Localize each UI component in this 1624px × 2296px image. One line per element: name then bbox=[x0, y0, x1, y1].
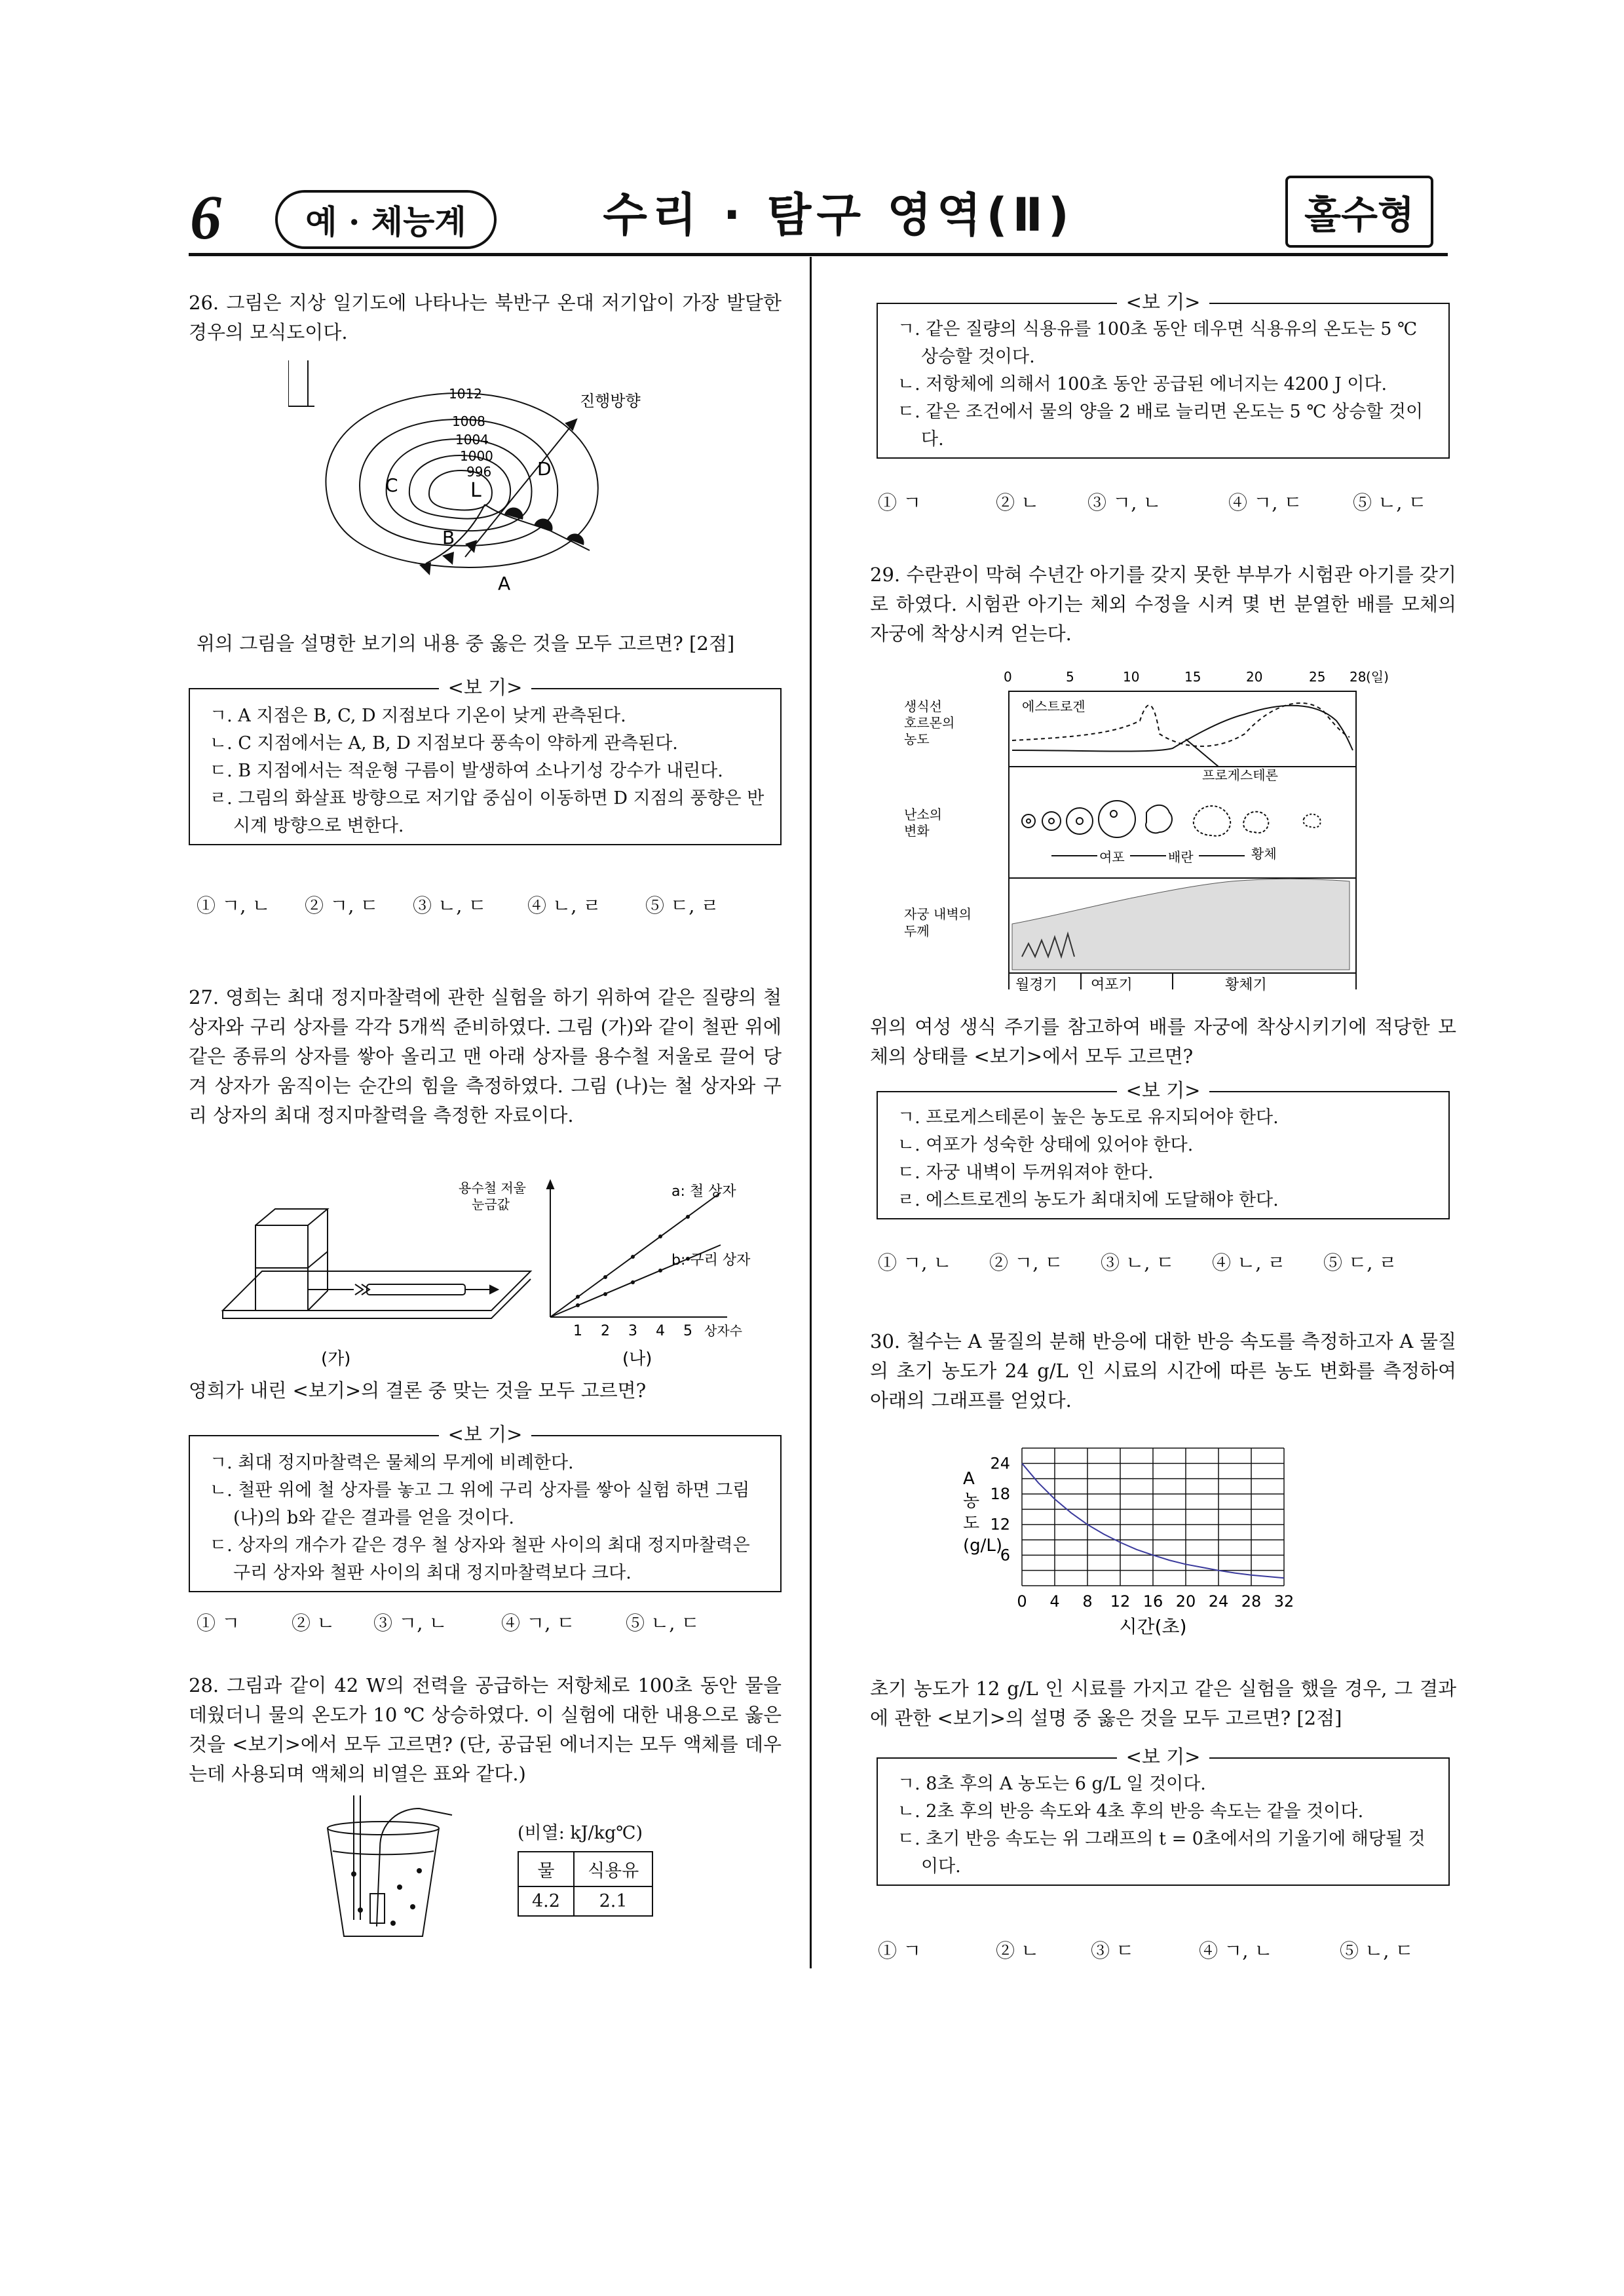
q28-answer-1[interactable]: ① ㄱ bbox=[878, 491, 922, 514]
day-20: 20 bbox=[1246, 669, 1263, 685]
q29-item-4: ㄹ. 에스트로겐의 농도가 최대치에 도달해야 한다. bbox=[897, 1190, 1279, 1210]
q28-answer-5[interactable]: ⑤ ㄴ, ㄷ bbox=[1353, 491, 1427, 514]
isobar-1008: 1008 bbox=[452, 413, 485, 429]
day-5: 5 bbox=[1066, 669, 1074, 685]
q26-item-2: ㄴ. C 지점에서는 A, B, D 지점보다 풍속이 약하게 관측된다. bbox=[210, 733, 678, 754]
x-tick-label: 28 bbox=[1241, 1592, 1262, 1611]
isobar-1000: 1000 bbox=[460, 448, 493, 464]
q27-answer-2[interactable]: ② ㄴ bbox=[292, 1612, 335, 1634]
row2-label-1: 난소의 bbox=[904, 807, 942, 822]
q28-answers bbox=[878, 488, 1451, 515]
q28-stem: 28. 그림과 같이 42 W의 전력을 공급하는 저항체로 100초 동안 물을 데웠더니 물의 온도가 10 ℃ 상승하였다. 이 실험에 대한 내용으로 옳은 것을 <보기>에서 모두 고르면? (단, 공급된 에너지는 모두 액체를 데우는데 사용되며 액체의 비열은 표와 같다.) bbox=[189, 1674, 782, 1785]
progesterone-label: 프로게스테론 bbox=[1202, 767, 1278, 783]
row1-label-2: 호르몬의 bbox=[904, 715, 955, 731]
q30-answer-4[interactable]: ④ ㄱ, ㄴ bbox=[1199, 1940, 1273, 1962]
q30-answer-2[interactable]: ② ㄴ bbox=[996, 1940, 1040, 1962]
exam-type-badge: 홀수형 bbox=[1285, 176, 1433, 248]
chart-ticks bbox=[990, 1454, 1294, 1611]
isobar-996: 996 bbox=[466, 464, 492, 480]
q29-item-1: ㄱ. 프로게스테론이 높은 농도로 유지되어야 한다. bbox=[897, 1107, 1279, 1128]
x-tick-label: 20 bbox=[1175, 1592, 1196, 1611]
chart-ylabel: A 농 도 (g/L) bbox=[963, 1469, 1003, 1556]
q30-answer-3[interactable]: ③ ㄷ bbox=[1091, 1940, 1135, 1962]
x-tick-label: 24 bbox=[1208, 1592, 1229, 1611]
q29-item-2: ㄴ. 여포가 성숙한 상태에 있어야 한다. bbox=[897, 1135, 1194, 1155]
q27-stem: 27. 영희는 최대 정지마찰력에 관한 실험을 하기 위하여 같은 질량의 철 상자와 구리 상자를 각각 5개씩 준비하였다. 그림 (가)와 같이 철판 위에 같은 종류의 상자를 쌓아 올리고 맨 아래 상자를 용수철 저울로 끌어 당겨 상자가 움직이는 순간의 힘을 측정하였다. 그림 (나)는 철 상자와 구리 상자의 최대 정지마찰력을 측정한 자료이다. bbox=[189, 986, 782, 1126]
q30-answers bbox=[878, 1936, 1438, 1963]
q29-answer-1[interactable]: ① ㄱ, ㄴ bbox=[878, 1252, 952, 1274]
q27-answer-1[interactable]: ① ㄱ bbox=[197, 1612, 240, 1634]
q29-answer-4[interactable]: ④ ㄴ, ㄹ bbox=[1212, 1252, 1286, 1274]
table-val-oil: 2.1 bbox=[574, 1886, 652, 1916]
isobar-1004: 1004 bbox=[455, 432, 489, 448]
x-tick-label: 8 bbox=[1082, 1592, 1093, 1611]
q27-legend-a: a: 철 상자 bbox=[671, 1183, 736, 1200]
q27-xtick-5: 5 bbox=[683, 1323, 692, 1339]
q30-question: 초기 농도가 12 g/L 인 시료를 가지고 같은 실험을 했을 경우, 그 결과에 관한 <보기>의 설명 중 옳은 것을 모두 고르면? [2점] bbox=[870, 1677, 1456, 1729]
q27-item-1: ㄱ. 최대 정지마찰력은 물체의 무게에 비례한다. bbox=[210, 1453, 574, 1473]
q29-cycle-figure bbox=[904, 662, 1435, 1003]
q27-xtick-3: 3 bbox=[628, 1323, 637, 1339]
q30-stem: 30. 철수는 A 물질의 분해 반응에 대한 반응 속도를 측정하고자 A 물질의 초기 농도가 24 g/L 인 시료의 시간에 따른 농도 변화를 측정하여 아래의 그래프를 얻었다. bbox=[870, 1330, 1456, 1411]
q27-answer-4[interactable]: ④ ㄱ, ㄷ bbox=[501, 1612, 575, 1634]
row1-label-3: 농도 bbox=[904, 731, 930, 747]
chart-grid bbox=[1022, 1448, 1284, 1586]
q27-question: 영희가 내린 <보기>의 결론 중 맞는 것을 모두 고르면? bbox=[189, 1379, 647, 1402]
q26-answer-1[interactable]: ① ㄱ, ㄴ bbox=[197, 894, 271, 917]
q27-fig-na: (나) bbox=[622, 1349, 652, 1369]
row3-label-2: 두께 bbox=[904, 923, 930, 939]
point-a-label: A bbox=[498, 573, 511, 594]
q27-legend-b: b: 구리 상자 bbox=[671, 1252, 751, 1269]
point-d-label: D bbox=[537, 458, 552, 480]
q27-item-2: ㄴ. 철판 위에 철 상자를 놓고 그 위에 구리 상자를 쌓아 실험 하면 그림 (나)의 b와 같은 결과를 얻을 것이다. bbox=[210, 1480, 750, 1528]
q29-answer-5[interactable]: ⑤ ㄷ, ㄹ bbox=[1323, 1252, 1397, 1274]
y-tick-label: 18 bbox=[990, 1485, 1010, 1503]
corpus-label: 황체 bbox=[1251, 846, 1277, 862]
q26-item-4: ㄹ. 그림의 화살표 방향으로 저기압 중심이 이동하면 D 지점의 풍향은 반시계 방향으로 변한다. bbox=[210, 788, 765, 836]
q26-question: 위의 그림을 설명한 보기의 내용 중 옳은 것을 모두 고르면? [2점] bbox=[197, 632, 735, 655]
q29-answer-3[interactable]: ③ ㄴ, ㄷ bbox=[1101, 1252, 1175, 1274]
q28-choice-box bbox=[877, 291, 1450, 459]
q27-answers bbox=[197, 1609, 730, 1636]
q28-item-3: ㄷ. 같은 조건에서 물의 양을 2 배로 늘리면 온도는 5 ℃ 상승할 것이다. bbox=[897, 402, 1424, 450]
q26-answer-5[interactable]: ⑤ ㄷ, ㄹ bbox=[645, 894, 719, 917]
box-title: <보 기> bbox=[1117, 291, 1210, 313]
q29-item-3: ㄷ. 자궁 내벽이 두꺼워져야 한다. bbox=[897, 1162, 1154, 1183]
q27-fig-ga: (가) bbox=[321, 1349, 351, 1369]
days-unit: (일) bbox=[1366, 669, 1389, 685]
q30-choice-box bbox=[877, 1746, 1450, 1886]
q29-answer-2[interactable]: ② ㄱ, ㄷ bbox=[989, 1252, 1063, 1274]
q29-answers bbox=[878, 1248, 1422, 1275]
direction-label: 진행방향 bbox=[580, 392, 641, 410]
q30-concentration-chart bbox=[937, 1442, 1330, 1664]
header-rule bbox=[189, 253, 1448, 256]
q29-question: 위의 여성 생식 주기를 참고하여 배를 자궁에 착상시키기에 적당한 모체의 상태를 <보기>에서 모두 고르면? bbox=[870, 1016, 1456, 1067]
column-divider bbox=[810, 257, 812, 1968]
q27-item-3: ㄷ. 상자의 개수가 같은 경우 철 상자와 철판 사이의 최대 정지마찰력은 구리 상자와 철판 사이의 최대 정지마찰력보다 크다. bbox=[210, 1535, 750, 1583]
q30-item-3: ㄷ. 초기 반응 속도는 위 그래프의 t = 0초에서의 기울기에 해당될 것이다. bbox=[897, 1829, 1426, 1877]
q27-ylabel-1: 용수철 저울 bbox=[459, 1180, 526, 1196]
q27-experiment-figure bbox=[210, 1173, 786, 1369]
point-b-label: B bbox=[442, 527, 455, 548]
day-25: 25 bbox=[1309, 669, 1326, 685]
q28-beaker-figure bbox=[314, 1795, 459, 1946]
chart-xlabel: 시간(초) bbox=[1119, 1616, 1187, 1637]
box-title: <보 기> bbox=[1117, 1079, 1210, 1101]
table-head-oil: 식용유 bbox=[574, 1852, 652, 1886]
page-number: 6 bbox=[190, 182, 221, 252]
day-15: 15 bbox=[1184, 669, 1201, 685]
day-10: 10 bbox=[1123, 669, 1140, 685]
q29-choice-box bbox=[877, 1079, 1450, 1219]
q28-answer-2[interactable]: ② ㄴ bbox=[996, 491, 1040, 514]
x-tick-label: 4 bbox=[1049, 1592, 1060, 1611]
q28-answer-3[interactable]: ③ ㄱ, ㄴ bbox=[1087, 491, 1161, 514]
q26-weather-map bbox=[288, 354, 655, 603]
q26-item-1: ㄱ. A 지점은 B, C, D 지점보다 기온이 낮게 관측된다. bbox=[210, 706, 626, 726]
q28-item-2: ㄴ. 저항체에 의해서 100초 동안 공급된 에너지는 4200 J 이다. bbox=[897, 374, 1388, 394]
q27-xtick-2: 2 bbox=[601, 1323, 610, 1339]
q27-answer-5[interactable]: ⑤ ㄴ, ㄷ bbox=[626, 1612, 700, 1634]
row1-label-1: 생식선 bbox=[904, 698, 942, 714]
q26-answer-3[interactable]: ③ ㄴ, ㄷ bbox=[413, 894, 487, 917]
q28-answer-4[interactable]: ④ ㄱ, ㄷ bbox=[1228, 491, 1302, 514]
q26-answer-2[interactable]: ② ㄱ, ㄷ bbox=[305, 894, 379, 917]
q30-answer-5[interactable]: ⑤ ㄴ, ㄷ bbox=[1340, 1940, 1414, 1962]
q27-xtick-4: 4 bbox=[656, 1323, 665, 1339]
q30-item-2: ㄴ. 2초 후의 반응 속도와 4초 후의 반응 속도는 같을 것이다. bbox=[897, 1801, 1364, 1822]
phase-luteal: 황체기 bbox=[1225, 977, 1267, 993]
row2-label-2: 변화 bbox=[904, 823, 930, 839]
box-title: <보 기> bbox=[439, 676, 532, 698]
table-head-water: 물 bbox=[518, 1852, 574, 1886]
point-c-label: C bbox=[385, 474, 398, 496]
x-tick-label: 32 bbox=[1274, 1592, 1294, 1611]
q28-table-caption: (비열: kJ/kg℃) bbox=[518, 1823, 643, 1843]
q30-answer-1[interactable]: ① ㄱ bbox=[878, 1940, 922, 1962]
follicle-label: 여포 bbox=[1099, 849, 1125, 865]
q30-item-1: ㄱ. 8초 후의 A 농도는 6 g/L 일 것이다. bbox=[897, 1774, 1206, 1794]
q26-stem: 26. 그림은 지상 일기도에 나타나는 북반구 온대 저기압이 가장 발달한 경우의 모식도이다. bbox=[189, 292, 782, 343]
q27-answer-3[interactable]: ③ ㄱ, ㄴ bbox=[373, 1612, 447, 1634]
q26-answer-4[interactable]: ④ ㄴ, ㄹ bbox=[527, 894, 601, 917]
q26-answers bbox=[197, 891, 744, 918]
q27-choice-box bbox=[189, 1423, 782, 1592]
day-28: 28 bbox=[1350, 669, 1367, 685]
page-title: 수리 · 탐구 영역(Ⅱ) bbox=[603, 188, 1074, 242]
x-tick-label: 12 bbox=[1110, 1592, 1131, 1611]
track-badge: 예 · 체능계 bbox=[275, 190, 497, 249]
y-tick-label: 6 bbox=[1000, 1546, 1010, 1565]
y-tick-label: 12 bbox=[990, 1515, 1010, 1534]
q26-choice-box bbox=[189, 676, 782, 845]
low-pressure-label: L bbox=[470, 479, 482, 502]
q29-stem: 29. 수란관이 막혀 수년간 아기를 갖지 못한 부부가 시험관 아기를 갖기로 하였다. 시험관 아기는 체외 수정을 시켜 몇 번 분열한 배를 모체의 자궁에 착상시켜 얻는다. bbox=[870, 564, 1456, 645]
x-tick-label: 16 bbox=[1142, 1592, 1163, 1611]
ovulation-label: 배란 bbox=[1168, 849, 1194, 865]
day-0: 0 bbox=[1004, 669, 1012, 685]
phase-menstrual: 월경기 bbox=[1015, 977, 1057, 993]
y-tick-label: 24 bbox=[990, 1454, 1010, 1473]
q27-ylabel-2: 눈금값 bbox=[472, 1196, 510, 1212]
isobar-1012: 1012 bbox=[449, 386, 482, 402]
phase-follicular: 여포기 bbox=[1091, 977, 1133, 993]
x-tick-label: 0 bbox=[1017, 1592, 1027, 1611]
box-title: <보 기> bbox=[1117, 1746, 1210, 1768]
q28-item-1: ㄱ. 같은 질량의 식용유를 100초 동안 데우면 식용유의 온도는 5 ℃ 상승할 것이다. bbox=[897, 319, 1418, 367]
q28-specific-heat-table bbox=[518, 1851, 653, 1917]
table-val-water: 4.2 bbox=[518, 1886, 574, 1916]
q27-xtick-1: 1 bbox=[573, 1323, 582, 1339]
q26-item-3: ㄷ. B 지점에서는 적운형 구름이 발생하여 소나기성 강수가 내린다. bbox=[210, 761, 723, 781]
q27-xlabel: 상자수 bbox=[704, 1323, 742, 1339]
box-title: <보 기> bbox=[439, 1423, 532, 1445]
estrogen-label: 에스트로겐 bbox=[1022, 698, 1086, 714]
row3-label-1: 자궁 내벽의 bbox=[904, 906, 972, 922]
